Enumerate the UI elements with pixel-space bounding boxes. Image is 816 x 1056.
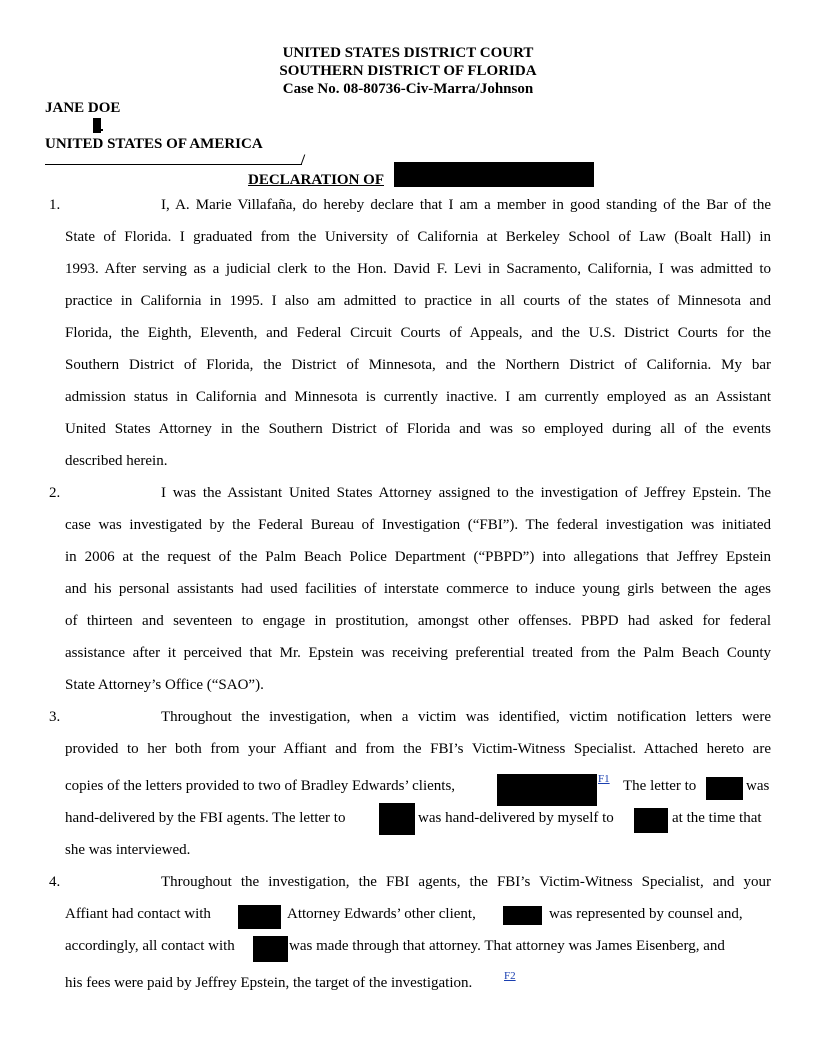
paragraph-text-line: Southern District of Florida, the District of Minnesota, and the Northern District of California. My bar [65, 357, 771, 373]
paragraph-number: 4. [49, 874, 61, 890]
footnote-link-f2[interactable]: F2 [504, 970, 516, 982]
paragraph-number: 1. [49, 197, 61, 213]
paragraph-text-line: Florida, the Eighth, Eleventh, and Federal Circuit Courts of Appeals, and the U.S. District Courts for the [65, 325, 771, 341]
paragraph-text-line: and his personal assistants had used facilities of interstate commerce to induce young girls between the ages [65, 581, 771, 597]
caption-rule [45, 164, 302, 165]
court-name: UNITED STATES DISTRICT COURT [282, 45, 534, 61]
paragraph-text-line [65, 773, 771, 796]
caption-slash: / [301, 152, 306, 168]
paragraph-text-line: assistance after it perceived that Mr. Epstein was receiving preferential treated from the Palm Beach County [65, 645, 771, 661]
paragraph-text-line: State Attorney’s Office (“SAO”). [65, 677, 264, 693]
declaration-title: DECLARATION OF [248, 172, 384, 188]
text-segment: was [746, 778, 770, 794]
paragraph-text-line: I, A. Marie Villafaña, do hereby declare that I am a member in good standing of the Bar of the [161, 197, 771, 213]
paragraph-text-line: provided to her both from your Affiant and from the FBI’s Victim-Witness Specialist. Attached hereto are [65, 741, 771, 757]
redaction-box [101, 129, 103, 131]
paragraph-text-line: 1993. After serving as a judicial clerk to the Hon. David F. Levi in Sacramento, California, I was admitted to [65, 261, 771, 277]
text-segment: Attorney Edwards’ other client, [287, 906, 476, 922]
text-segment: was hand-delivered by myself to [418, 810, 614, 826]
text-segment: accordingly, all contact with [65, 938, 235, 954]
redaction-box [706, 777, 743, 800]
text-segment: was made through that attorney. That attorney was James Eisenberg, and [289, 938, 725, 954]
redaction-box [503, 906, 542, 925]
plaintiff-name: JANE DOE [45, 100, 121, 116]
redaction-box [238, 905, 281, 929]
paragraph-text-line: Throughout the investigation, the FBI agents, the FBI’s Victim-Witness Specialist, and your [161, 874, 771, 890]
paragraph-text-line: in 2006 at the request of the Palm Beach Police Department (“PBPD”) into allegations that Jeffrey Epstein [65, 549, 771, 565]
paragraph-text-line: Throughout the investigation, when a victim was identified, victim notification letters were [161, 709, 771, 725]
redaction-box [253, 936, 288, 962]
paragraph-number: 3. [49, 709, 61, 725]
paragraph-text-line: practice in California in 1995. I also am admitted to practice in all courts of the states of Minnesota and [65, 293, 771, 309]
redaction-box [394, 162, 594, 187]
paragraph-text-line: she was interviewed. [65, 842, 191, 858]
redaction-box [379, 803, 415, 835]
redaction-box [497, 774, 597, 806]
paragraph-text-line: admission status in California and Minnesota is currently inactive. I am currently employed as an Assistant [65, 389, 771, 405]
footnote-link-f1[interactable]: F1 [598, 773, 610, 785]
text-segment: at the time that [672, 810, 762, 826]
text-segment: was represented by counsel and, [549, 906, 743, 922]
paragraph-number: 2. [49, 485, 61, 501]
court-district: SOUTHERN DISTRICT OF FLORIDA [279, 63, 537, 79]
text-segment: hand-delivered by the FBI agents. The letter to [65, 810, 346, 826]
text-segment: The letter to [623, 778, 697, 794]
case-number: Case No. 08-80736-Civ-Marra/Johnson [282, 81, 534, 97]
paragraph-text-line [65, 904, 771, 924]
paragraph-text-line: State of Florida. I graduated from the University of California at Berkeley School of Law (Boalt Hall) in [65, 229, 771, 245]
paragraph-text-line: United States Attorney in the Southern District of Florida and was so employed during all of the events [65, 421, 771, 437]
paragraph-text-line: I was the Assistant United States Attorney assigned to the investigation of Jeffrey Epstein. The [161, 485, 771, 501]
paragraph-text-line [65, 970, 771, 993]
paragraph-text-line: of thirteen and seventeen to engage in prostitution, amongst other offenses. PBPD had asked for federal [65, 613, 771, 629]
paragraph-text-line: case was investigated by the Federal Bureau of Investigation (“FBI”). The federal investigation was initiated [65, 517, 771, 533]
court-header [0, 44, 816, 98]
text-segment: Affiant had contact with [65, 906, 211, 922]
text-segment: his fees were paid by Jeffrey Epstein, the target of the investigation. [65, 975, 473, 991]
redaction-box [93, 118, 101, 133]
redaction-box [634, 808, 668, 833]
text-segment: copies of the letters provided to two of Bradley Edwards’ clients, [65, 778, 456, 794]
defendant-name: UNITED STATES OF AMERICA [45, 136, 263, 152]
paragraph-text-line: described herein. [65, 453, 168, 469]
paragraph-text-line [65, 936, 771, 956]
